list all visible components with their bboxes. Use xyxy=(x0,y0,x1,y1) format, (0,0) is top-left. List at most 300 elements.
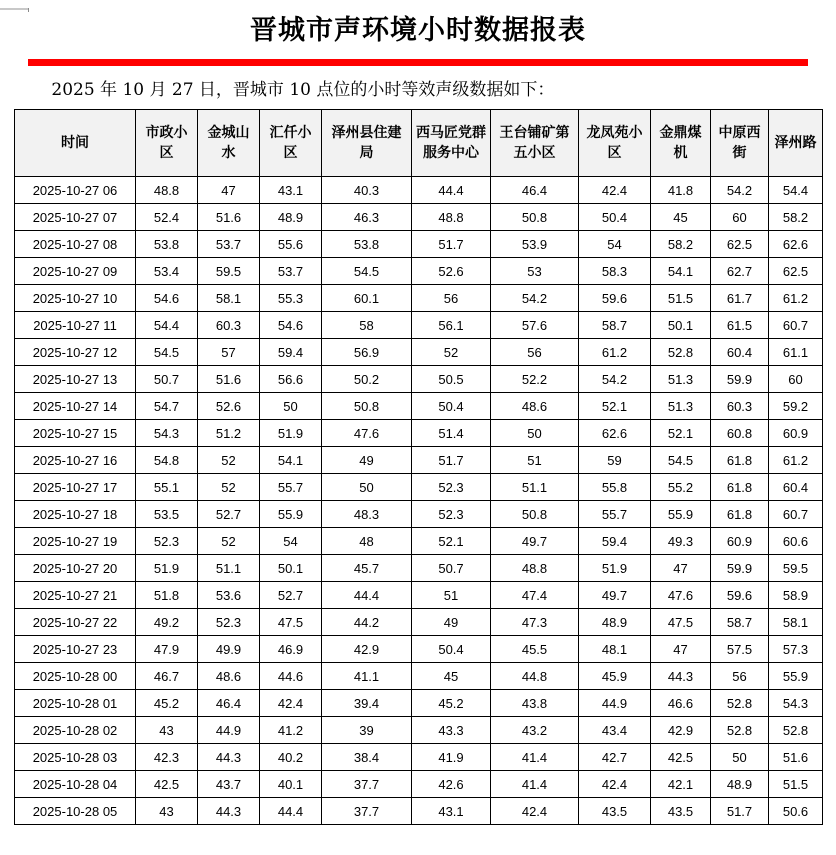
value-cell: 52 xyxy=(198,474,260,501)
value-cell: 43 xyxy=(136,717,198,744)
value-cell: 40.1 xyxy=(260,771,322,798)
time-cell: 2025-10-27 15 xyxy=(15,420,136,447)
value-cell: 54.2 xyxy=(711,177,769,204)
value-cell: 59.4 xyxy=(579,528,651,555)
value-cell: 44.9 xyxy=(579,690,651,717)
value-cell: 43.1 xyxy=(260,177,322,204)
value-cell: 51.7 xyxy=(412,447,491,474)
value-cell: 50.1 xyxy=(260,555,322,582)
time-cell: 2025-10-27 14 xyxy=(15,393,136,420)
value-cell: 41.4 xyxy=(491,744,579,771)
value-cell: 45.2 xyxy=(136,690,198,717)
value-cell: 41.1 xyxy=(322,663,412,690)
value-cell: 51.7 xyxy=(412,231,491,258)
time-cell: 2025-10-28 04 xyxy=(15,771,136,798)
value-cell: 48.8 xyxy=(136,177,198,204)
value-cell: 51 xyxy=(491,447,579,474)
value-cell: 50.1 xyxy=(651,312,711,339)
table-row xyxy=(15,528,823,555)
value-cell: 53.8 xyxy=(136,231,198,258)
value-cell: 55.8 xyxy=(579,474,651,501)
value-cell: 51.1 xyxy=(198,555,260,582)
value-cell: 42.4 xyxy=(491,798,579,825)
value-cell: 50.7 xyxy=(412,555,491,582)
value-cell: 58.3 xyxy=(579,258,651,285)
value-cell: 52.8 xyxy=(769,717,823,744)
table-row xyxy=(15,636,823,663)
table-row xyxy=(15,177,823,204)
value-cell: 60.4 xyxy=(769,474,823,501)
table-row xyxy=(15,717,823,744)
value-cell: 60.7 xyxy=(769,312,823,339)
value-cell: 51.5 xyxy=(769,771,823,798)
table-row xyxy=(15,312,823,339)
value-cell: 42.4 xyxy=(579,177,651,204)
value-cell: 51.9 xyxy=(260,420,322,447)
time-cell: 2025-10-27 16 xyxy=(15,447,136,474)
time-cell: 2025-10-27 12 xyxy=(15,339,136,366)
value-cell: 45.2 xyxy=(412,690,491,717)
value-cell: 49.9 xyxy=(198,636,260,663)
value-cell: 46.6 xyxy=(651,690,711,717)
value-cell: 51.6 xyxy=(198,366,260,393)
value-cell: 60.7 xyxy=(769,501,823,528)
time-cell: 2025-10-27 08 xyxy=(15,231,136,258)
value-cell: 54 xyxy=(579,231,651,258)
value-cell: 58.2 xyxy=(769,204,823,231)
value-cell: 48.8 xyxy=(491,555,579,582)
value-cell: 52.4 xyxy=(136,204,198,231)
value-cell: 57 xyxy=(198,339,260,366)
value-cell: 55.7 xyxy=(260,474,322,501)
value-cell: 45 xyxy=(412,663,491,690)
value-cell: 58.7 xyxy=(579,312,651,339)
value-cell: 59.2 xyxy=(769,393,823,420)
value-cell: 49.2 xyxy=(136,609,198,636)
column-header-station: 王台铺矿第五小区 xyxy=(491,110,579,177)
column-header-station: 金鼎煤机 xyxy=(651,110,711,177)
value-cell: 47.9 xyxy=(136,636,198,663)
value-cell: 52.7 xyxy=(260,582,322,609)
value-cell: 42.5 xyxy=(136,771,198,798)
table-row xyxy=(15,393,823,420)
value-cell: 47 xyxy=(198,177,260,204)
value-cell: 55.7 xyxy=(579,501,651,528)
table-row xyxy=(15,231,823,258)
value-cell: 50.4 xyxy=(412,393,491,420)
value-cell: 59.6 xyxy=(711,582,769,609)
value-cell: 54.1 xyxy=(651,258,711,285)
value-cell: 55.2 xyxy=(651,474,711,501)
value-cell: 48.6 xyxy=(198,663,260,690)
value-cell: 61.8 xyxy=(711,474,769,501)
time-cell: 2025-10-27 20 xyxy=(15,555,136,582)
value-cell: 48.9 xyxy=(579,609,651,636)
time-cell: 2025-10-27 10 xyxy=(15,285,136,312)
value-cell: 50.8 xyxy=(491,204,579,231)
value-cell: 50.8 xyxy=(491,501,579,528)
time-cell: 2025-10-27 11 xyxy=(15,312,136,339)
value-cell: 44.4 xyxy=(260,798,322,825)
value-cell: 43.5 xyxy=(579,798,651,825)
value-cell: 48.8 xyxy=(412,204,491,231)
table-header-row xyxy=(15,110,823,177)
value-cell: 54.5 xyxy=(322,258,412,285)
value-cell: 44.4 xyxy=(412,177,491,204)
value-cell: 44.3 xyxy=(198,798,260,825)
value-cell: 59.4 xyxy=(260,339,322,366)
value-cell: 45.7 xyxy=(322,555,412,582)
value-cell: 51.6 xyxy=(769,744,823,771)
value-cell: 60 xyxy=(711,204,769,231)
table-row xyxy=(15,690,823,717)
value-cell: 41.8 xyxy=(651,177,711,204)
column-header-station: 西马匠党群服务中心 xyxy=(412,110,491,177)
value-cell: 61.2 xyxy=(579,339,651,366)
value-cell: 47 xyxy=(651,555,711,582)
table-row xyxy=(15,366,823,393)
table-row xyxy=(15,339,823,366)
value-cell: 42.9 xyxy=(651,717,711,744)
value-cell: 52.3 xyxy=(136,528,198,555)
value-cell: 52.7 xyxy=(198,501,260,528)
value-cell: 48.9 xyxy=(711,771,769,798)
value-cell: 60.3 xyxy=(198,312,260,339)
value-cell: 60.6 xyxy=(769,528,823,555)
value-cell: 61.8 xyxy=(711,447,769,474)
title-divider xyxy=(28,59,808,66)
value-cell: 60.9 xyxy=(769,420,823,447)
value-cell: 56.1 xyxy=(412,312,491,339)
value-cell: 42.6 xyxy=(412,771,491,798)
value-cell: 58.2 xyxy=(651,231,711,258)
value-cell: 58.9 xyxy=(769,582,823,609)
value-cell: 48.6 xyxy=(491,393,579,420)
column-header-station: 泽州路 xyxy=(769,110,823,177)
page-title: 晋城市声环境小时数据报表 xyxy=(250,15,586,46)
value-cell: 51.8 xyxy=(136,582,198,609)
value-cell: 38.4 xyxy=(322,744,412,771)
value-cell: 54.6 xyxy=(136,285,198,312)
value-cell: 53.9 xyxy=(491,231,579,258)
value-cell: 47.6 xyxy=(322,420,412,447)
value-cell: 59 xyxy=(579,447,651,474)
value-cell: 49.7 xyxy=(579,582,651,609)
value-cell: 46.4 xyxy=(198,690,260,717)
column-header-station: 汇仟小区 xyxy=(260,110,322,177)
value-cell: 56 xyxy=(412,285,491,312)
value-cell: 52.1 xyxy=(412,528,491,555)
value-cell: 40.3 xyxy=(322,177,412,204)
value-cell: 56 xyxy=(711,663,769,690)
value-cell: 55.3 xyxy=(260,285,322,312)
value-cell: 41.4 xyxy=(491,771,579,798)
value-cell: 60 xyxy=(769,366,823,393)
value-cell: 41.9 xyxy=(412,744,491,771)
value-cell: 60.1 xyxy=(322,285,412,312)
column-header-station: 金城山水 xyxy=(198,110,260,177)
table-row xyxy=(15,474,823,501)
value-cell: 61.8 xyxy=(711,501,769,528)
value-cell: 49 xyxy=(322,447,412,474)
table-row xyxy=(15,447,823,474)
value-cell: 54.6 xyxy=(260,312,322,339)
value-cell: 51.3 xyxy=(651,366,711,393)
value-cell: 62.6 xyxy=(579,420,651,447)
value-cell: 45.5 xyxy=(491,636,579,663)
value-cell: 50.4 xyxy=(579,204,651,231)
value-cell: 54.1 xyxy=(260,447,322,474)
value-cell: 59.6 xyxy=(579,285,651,312)
value-cell: 50.4 xyxy=(412,636,491,663)
value-cell: 43.5 xyxy=(651,798,711,825)
value-cell: 42.1 xyxy=(651,771,711,798)
value-cell: 60.4 xyxy=(711,339,769,366)
value-cell: 43.1 xyxy=(412,798,491,825)
value-cell: 57.6 xyxy=(491,312,579,339)
value-cell: 61.2 xyxy=(769,447,823,474)
value-cell: 54 xyxy=(260,528,322,555)
table-row xyxy=(15,420,823,447)
value-cell: 53.7 xyxy=(198,231,260,258)
time-cell: 2025-10-27 23 xyxy=(15,636,136,663)
table-row xyxy=(15,609,823,636)
value-cell: 52.3 xyxy=(412,474,491,501)
value-cell: 41.2 xyxy=(260,717,322,744)
value-cell: 52.8 xyxy=(711,717,769,744)
value-cell: 46.4 xyxy=(491,177,579,204)
value-cell: 53 xyxy=(491,258,579,285)
table-row xyxy=(15,771,823,798)
column-header-station: 市政小区 xyxy=(136,110,198,177)
table-row xyxy=(15,744,823,771)
value-cell: 54.4 xyxy=(769,177,823,204)
value-cell: 52.2 xyxy=(491,366,579,393)
value-cell: 52.6 xyxy=(412,258,491,285)
value-cell: 51.5 xyxy=(651,285,711,312)
value-cell: 52 xyxy=(198,528,260,555)
value-cell: 44.2 xyxy=(322,609,412,636)
value-cell: 62.5 xyxy=(711,231,769,258)
value-cell: 52.6 xyxy=(198,393,260,420)
value-cell: 54.7 xyxy=(136,393,198,420)
value-cell: 47.5 xyxy=(260,609,322,636)
value-cell: 44.8 xyxy=(491,663,579,690)
value-cell: 55.1 xyxy=(136,474,198,501)
table-row xyxy=(15,555,823,582)
value-cell: 56 xyxy=(491,339,579,366)
time-cell: 2025-10-27 19 xyxy=(15,528,136,555)
value-cell: 51.9 xyxy=(579,555,651,582)
value-cell: 42.4 xyxy=(260,690,322,717)
value-cell: 40.2 xyxy=(260,744,322,771)
value-cell: 48.9 xyxy=(260,204,322,231)
value-cell: 59.9 xyxy=(711,555,769,582)
value-cell: 62.7 xyxy=(711,258,769,285)
value-cell: 61.5 xyxy=(711,312,769,339)
table-row xyxy=(15,285,823,312)
value-cell: 50.6 xyxy=(769,798,823,825)
value-cell: 52.3 xyxy=(198,609,260,636)
value-cell: 42.3 xyxy=(136,744,198,771)
value-cell: 43.2 xyxy=(491,717,579,744)
value-cell: 50 xyxy=(322,474,412,501)
value-cell: 51.1 xyxy=(491,474,579,501)
value-cell: 51.7 xyxy=(711,798,769,825)
time-cell: 2025-10-28 01 xyxy=(15,690,136,717)
value-cell: 37.7 xyxy=(322,798,412,825)
value-cell: 43.4 xyxy=(579,717,651,744)
value-cell: 54.2 xyxy=(579,366,651,393)
value-cell: 57.3 xyxy=(769,636,823,663)
value-cell: 44.3 xyxy=(651,663,711,690)
value-cell: 45 xyxy=(651,204,711,231)
value-cell: 59.5 xyxy=(198,258,260,285)
table-row xyxy=(15,258,823,285)
value-cell: 58.7 xyxy=(711,609,769,636)
value-cell: 51.9 xyxy=(136,555,198,582)
value-cell: 51.4 xyxy=(412,420,491,447)
value-cell: 49.3 xyxy=(651,528,711,555)
table-row xyxy=(15,798,823,825)
value-cell: 53.4 xyxy=(136,258,198,285)
value-cell: 43 xyxy=(136,798,198,825)
value-cell: 47.4 xyxy=(491,582,579,609)
value-cell: 52.1 xyxy=(651,420,711,447)
value-cell: 42.7 xyxy=(579,744,651,771)
value-cell: 39 xyxy=(322,717,412,744)
time-cell: 2025-10-27 13 xyxy=(15,366,136,393)
value-cell: 54.3 xyxy=(136,420,198,447)
value-cell: 57.5 xyxy=(711,636,769,663)
table-row xyxy=(15,663,823,690)
value-cell: 53.8 xyxy=(322,231,412,258)
value-cell: 55.9 xyxy=(260,501,322,528)
value-cell: 44.9 xyxy=(198,717,260,744)
value-cell: 52 xyxy=(412,339,491,366)
time-cell: 2025-10-27 21 xyxy=(15,582,136,609)
value-cell: 49.7 xyxy=(491,528,579,555)
value-cell: 54.4 xyxy=(136,312,198,339)
value-cell: 43.3 xyxy=(412,717,491,744)
value-cell: 60.9 xyxy=(711,528,769,555)
value-cell: 52.3 xyxy=(412,501,491,528)
intro-text: 2025 年 10 月 27 日，晋城市 10 点位的小时等效声级数据如下： xyxy=(51,80,555,100)
time-cell: 2025-10-27 22 xyxy=(15,609,136,636)
value-cell: 61.7 xyxy=(711,285,769,312)
value-cell: 48 xyxy=(322,528,412,555)
value-cell: 46.7 xyxy=(136,663,198,690)
value-cell: 53.5 xyxy=(136,501,198,528)
value-cell: 50.8 xyxy=(322,393,412,420)
value-cell: 62.5 xyxy=(769,258,823,285)
time-cell: 2025-10-28 03 xyxy=(15,744,136,771)
value-cell: 53.7 xyxy=(260,258,322,285)
value-cell: 48.1 xyxy=(579,636,651,663)
value-cell: 46.3 xyxy=(322,204,412,231)
value-cell: 42.4 xyxy=(579,771,651,798)
time-cell: 2025-10-27 17 xyxy=(15,474,136,501)
value-cell: 50.2 xyxy=(322,366,412,393)
report-page xyxy=(0,8,836,825)
table-row xyxy=(15,501,823,528)
value-cell: 51.3 xyxy=(651,393,711,420)
value-cell: 50 xyxy=(711,744,769,771)
page-corner-line xyxy=(0,8,28,10)
value-cell: 52.8 xyxy=(651,339,711,366)
value-cell: 51 xyxy=(412,582,491,609)
value-cell: 61.2 xyxy=(769,285,823,312)
column-header-station: 龙凤苑小区 xyxy=(579,110,651,177)
value-cell: 55.6 xyxy=(260,231,322,258)
value-cell: 53.6 xyxy=(198,582,260,609)
value-cell: 50.5 xyxy=(412,366,491,393)
time-cell: 2025-10-27 07 xyxy=(15,204,136,231)
value-cell: 58.1 xyxy=(769,609,823,636)
value-cell: 52.1 xyxy=(579,393,651,420)
value-cell: 46.9 xyxy=(260,636,322,663)
value-cell: 54.8 xyxy=(136,447,198,474)
value-cell: 47.3 xyxy=(491,609,579,636)
value-cell: 54.5 xyxy=(136,339,198,366)
time-cell: 2025-10-28 00 xyxy=(15,663,136,690)
table-row xyxy=(15,582,823,609)
time-cell: 2025-10-27 09 xyxy=(15,258,136,285)
value-cell: 60.8 xyxy=(711,420,769,447)
column-header-station: 中原西街 xyxy=(711,110,769,177)
time-cell: 2025-10-28 05 xyxy=(15,798,136,825)
value-cell: 50.7 xyxy=(136,366,198,393)
value-cell: 51.2 xyxy=(198,420,260,447)
value-cell: 50 xyxy=(260,393,322,420)
time-cell: 2025-10-28 02 xyxy=(15,717,136,744)
value-cell: 54.5 xyxy=(651,447,711,474)
value-cell: 49 xyxy=(412,609,491,636)
value-cell: 54.3 xyxy=(769,690,823,717)
time-cell: 2025-10-27 06 xyxy=(15,177,136,204)
value-cell: 59.9 xyxy=(711,366,769,393)
noise-data-table xyxy=(14,109,823,825)
time-cell: 2025-10-27 18 xyxy=(15,501,136,528)
value-cell: 44.3 xyxy=(198,744,260,771)
value-cell: 60.3 xyxy=(711,393,769,420)
value-cell: 43.7 xyxy=(198,771,260,798)
value-cell: 61.1 xyxy=(769,339,823,366)
value-cell: 54.2 xyxy=(491,285,579,312)
table-row xyxy=(15,204,823,231)
value-cell: 47 xyxy=(651,636,711,663)
value-cell: 37.7 xyxy=(322,771,412,798)
value-cell: 59.5 xyxy=(769,555,823,582)
value-cell: 52.8 xyxy=(711,690,769,717)
value-cell: 39.4 xyxy=(322,690,412,717)
value-cell: 51.6 xyxy=(198,204,260,231)
value-cell: 56.6 xyxy=(260,366,322,393)
column-header-time: 时间 xyxy=(15,110,136,177)
value-cell: 55.9 xyxy=(651,501,711,528)
column-header-station: 泽州县住建局 xyxy=(322,110,412,177)
value-cell: 62.6 xyxy=(769,231,823,258)
value-cell: 43.8 xyxy=(491,690,579,717)
value-cell: 47.6 xyxy=(651,582,711,609)
value-cell: 45.9 xyxy=(579,663,651,690)
value-cell: 44.4 xyxy=(322,582,412,609)
value-cell: 44.6 xyxy=(260,663,322,690)
value-cell: 52 xyxy=(198,447,260,474)
value-cell: 42.5 xyxy=(651,744,711,771)
value-cell: 42.9 xyxy=(322,636,412,663)
value-cell: 58 xyxy=(322,312,412,339)
